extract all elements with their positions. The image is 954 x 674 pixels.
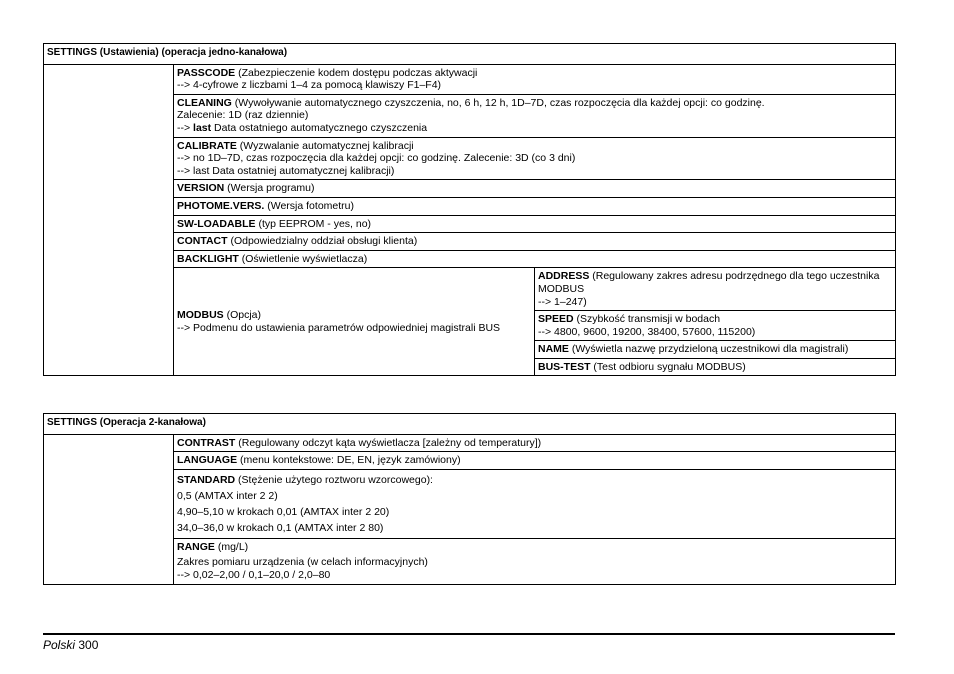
cleaning-arrow: --> — [177, 121, 194, 134]
table-header: SETTINGS (Operacja 2-kanałowa) — [44, 414, 896, 435]
speed-row — [535, 311, 896, 341]
address-row — [535, 268, 896, 311]
speed-values: --> 4800, 9600, 19200, 38400, 57600, 115200) — [538, 325, 756, 338]
modbus-detail: --> Podmenu do ustawienia parametrów odpowiedniej magistrali BUS — [177, 321, 501, 334]
range-label: RANGE — [177, 540, 215, 553]
page-footer — [43, 638, 98, 652]
sw-loadable-row — [174, 215, 896, 233]
bus-test-desc: (Test odbioru sygnału MODBUS) — [590, 360, 746, 373]
language-label: LANGUAGE — [177, 454, 238, 467]
modbus-cell — [174, 268, 535, 376]
calibrate-options: --> no 1D–7D, czas rozpoczęcia dla każdej opcji: co godzinę. Zalecenie: 3D (co 3 dni) — [177, 152, 576, 165]
address-label: ADDRESS — [538, 270, 590, 283]
backlight-row — [174, 250, 896, 268]
contrast-row — [174, 434, 896, 452]
photome-row — [174, 197, 896, 215]
speed-desc: (Szybkość transmisji w bodach — [573, 313, 721, 326]
backlight-label: BACKLIGHT — [177, 252, 239, 265]
bus-test-label: BUS-TEST — [538, 360, 591, 373]
language-desc: (menu kontekstowe: DE, EN, język zamówiony) — [237, 454, 461, 467]
footer-divider — [43, 633, 895, 635]
passcode-row — [174, 64, 896, 94]
cleaning-last-desc: Data ostatniego automatycznego czyszczenia — [211, 121, 428, 134]
calibrate-desc: (Wyzwalanie automatycznej kalibracji — [236, 139, 414, 152]
language-row — [174, 452, 896, 470]
passcode-desc: (Zabezpieczenie kodem dostępu podczas aktywacji — [235, 66, 478, 79]
range-info: Zakres pomiaru urządzenia (w celach informacyjnych) — [177, 556, 428, 569]
speed-label: SPEED — [538, 313, 574, 326]
standard-label: STANDARD — [177, 473, 236, 486]
version-row — [174, 180, 896, 198]
bus-test-row — [535, 358, 896, 376]
contrast-desc: (Regulowany odczyt kąta wyświetlacza [zależny od temperatury]) — [235, 436, 542, 449]
contact-desc: (Odpowiedzialny oddział obsługi klienta) — [227, 235, 418, 248]
cleaning-desc: (Wywoływanie automatycznego czyszczenia, no, 6 h, 12 h, 1D–7D, czas rozpoczęcia dla każdej opcji: co godzinę. — [231, 96, 765, 109]
version-desc: (Wersja programu) — [224, 182, 315, 195]
empty-menu-column — [44, 64, 174, 376]
standard-option-3: 34,0–36,0 w krokach 0,1 (AMTAX inter 2 80) — [177, 521, 384, 534]
standard-desc: (Stężenie użytego roztworu wzorcowego): — [235, 473, 433, 486]
address-range: --> 1–247) — [538, 295, 587, 308]
cleaning-recommendation: Zalecenie: 1D (raz dziennie) — [177, 109, 309, 122]
name-desc: (Wyświetla nazwę przydzieloną uczestnikowi dla magistrali) — [568, 343, 849, 356]
footer-language: Polski — [43, 638, 76, 652]
contact-row — [174, 233, 896, 251]
passcode-detail: --> 4-cyfrowe z liczbami 1–4 za pomocą klawiszy F1–F4) — [177, 79, 442, 92]
sw-loadable-label: SW-LOADABLE — [177, 217, 256, 230]
contrast-label: CONTRAST — [177, 436, 236, 449]
calibrate-last: --> last Data ostatniej automatycznej kalibracji) — [177, 164, 395, 177]
standard-row — [174, 469, 896, 538]
passcode-label: PASSCODE — [177, 66, 236, 79]
range-row — [174, 538, 896, 584]
photome-desc: (Wersja fotometru) — [264, 199, 354, 212]
version-label: VERSION — [177, 182, 225, 195]
name-label: NAME — [538, 343, 569, 356]
contact-label: CONTACT — [177, 235, 228, 248]
standard-option-1: 0,5 (AMTAX inter 2 2) — [177, 489, 278, 502]
settings-dual-channel-table — [43, 413, 896, 585]
table-header: SETTINGS (Ustawienia) (operacja jedno-kanałowa) — [44, 44, 896, 65]
name-row — [535, 341, 896, 359]
cleaning-label: CLEANING — [177, 96, 232, 109]
range-desc: (mg/L) — [214, 540, 249, 553]
cleaning-last-label: last — [193, 121, 212, 134]
address-desc: (Regulowany zakres adresu podrzędnego dla tego uczestnika MODBUS — [538, 270, 880, 295]
standard-option-2: 4,90–5,10 w krokach 0,01 (AMTAX inter 2 20) — [177, 505, 390, 518]
backlight-desc: (Oświetlenie wyświetlacza) — [238, 252, 368, 265]
cleaning-row — [174, 94, 896, 137]
modbus-label: MODBUS — [177, 309, 224, 322]
settings-single-channel-table — [43, 43, 896, 376]
modbus-desc: (Opcja) — [223, 309, 262, 322]
range-values: --> 0,02–2,00 / 0,1–20,0 / 2,0–80 — [177, 568, 331, 581]
calibrate-label: CALIBRATE — [177, 139, 237, 152]
photome-label: PHOTOME.VERS. — [177, 199, 265, 212]
empty-menu-column — [44, 434, 174, 584]
page-number: 300 — [75, 638, 99, 652]
calibrate-row — [174, 137, 896, 180]
sw-loadable-desc: (typ EEPROM - yes, no) — [255, 217, 372, 230]
